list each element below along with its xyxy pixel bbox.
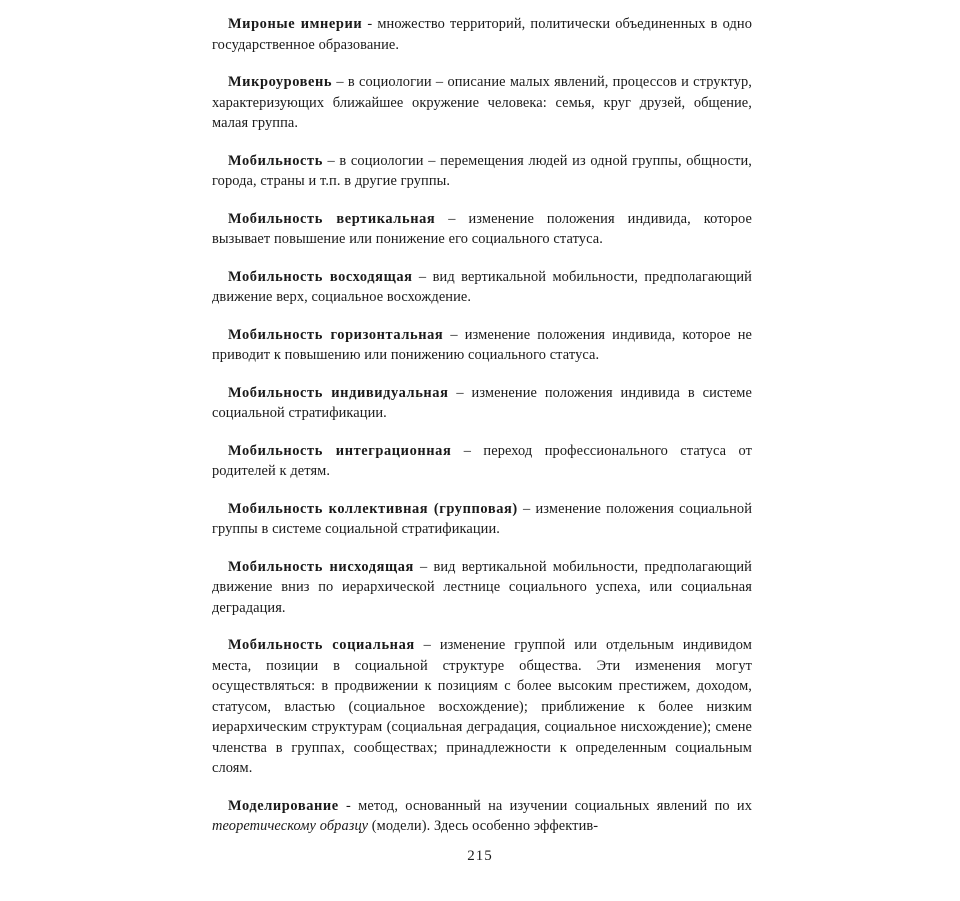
entry-term: Мобильность интеграционная [228, 442, 452, 459]
entry-term: Мобильность [228, 152, 323, 169]
entry-term: Мобильность коллективная (групповая) [228, 500, 518, 517]
entry-definition: – вид вертикальной мобильности, предполагающий движение верх, социальное восхождение. [212, 268, 752, 305]
entry-term: Моделирование [228, 797, 339, 814]
entry-term: Мироные имнерии [228, 16, 363, 32]
entry-definition: - множество территорий, политически объединенных в одно государственное образование. [212, 16, 752, 53]
entry-term: Микроуровень [228, 74, 333, 90]
entry-term: Мобильность индивидуальная [228, 384, 449, 401]
entry-term: Мобильность социальная [228, 637, 415, 653]
entry-definition: – вид вертикальной мобильности, предполагающий движение вниз по иерархической лестнице социального успеха, или социальная деградация. [212, 558, 752, 616]
entry-definition: – изменение положения индивида, которое вызывает повышение или понижение его социального статуса. [212, 210, 752, 247]
glossary-entry [212, 796, 752, 837]
page-number: 215 [467, 848, 493, 864]
entry-definition: – переход профессионального статуса от родителей к детям. [212, 442, 752, 479]
entry-definition: – в социологии – описание малых явлений, процессов и структур, характеризующих ближайшее окружение человека: семья, круг друзей, общение, малая группа. [212, 74, 752, 131]
glossary-entry [212, 325, 752, 366]
entry-term: Мобильность восходящая [228, 268, 413, 285]
entry-definition-end: (модели). Здесь особенно эффектив- [368, 818, 599, 834]
glossary-entry [212, 14, 752, 55]
glossary-entry [212, 557, 752, 619]
glossary-text [212, 14, 752, 854]
entry-term: Мобильность горизонтальная [228, 326, 444, 343]
entry-definition: – изменение положения социальной группы в системе социальной стратификации. [212, 500, 753, 537]
glossary-entry [212, 209, 752, 250]
glossary-entry [212, 151, 752, 192]
entry-term: Мобильность нисходящая [228, 558, 414, 575]
glossary-entry [212, 383, 752, 424]
entry-definition: – изменение положения индивида, которое не приводит к повышению или понижению социального статуса. [212, 326, 752, 363]
glossary-entry [212, 499, 752, 540]
entry-definition-start: - метод, основанный на изучении социальных явлений по их [338, 797, 752, 814]
entry-definition: – изменение положения индивида в системе социальной стратификации. [212, 384, 752, 421]
entry-definition: – в социологии – перемещения людей из одной группы, общности, города, страны и т.п. в другие группы. [212, 152, 752, 189]
entry-definition: – изменение группой или отдельным индивидом места, позиции в социальной структуре общества. Эти изменения могут осуществляться: в продвижении к позициям с более высоким престижем, доходом, статусом, властью (социальное восхождение); приближение к более низким иерархическим структурам (социальная деградация, социальное нисхождение); смене членства в группах, сообществах; принадлежности к определенным социальным слоям. [212, 637, 752, 776]
glossary-entry [212, 72, 752, 134]
entry-term: Мобильность вертикальная [228, 210, 436, 227]
entry-definition-emphasis: теоретическому образцу [212, 818, 369, 834]
glossary-entry [212, 267, 752, 308]
glossary-entry [212, 441, 752, 482]
glossary-entry [212, 635, 752, 779]
